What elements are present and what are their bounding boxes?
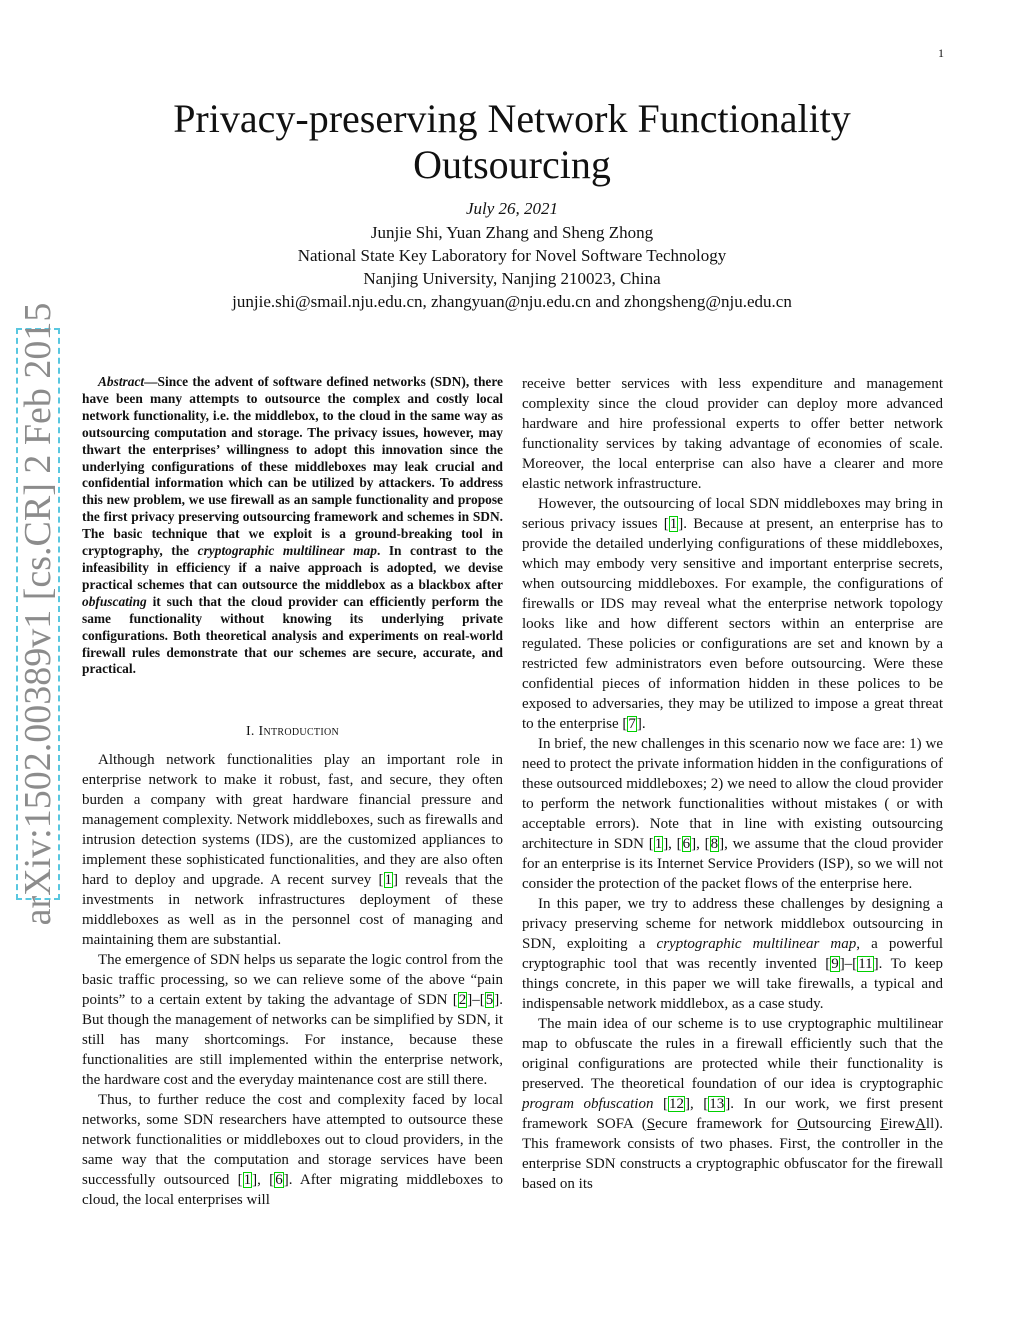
intro-paragraph-1: Although network functionalities play an important role in enterprise network to make it robust, fast, and secure, they often burden a company with great hardware financial pressure and management complexity. Network middleboxes, such as firewalls and intrusion detection systems (IDS), are the customized appliances to implement these sophisticated functionalities, and they are also often hard to deploy and upgrade. A recent survey [1] reveals that the investments in network infrastructures deployment of these middleboxes as well as in the personnel cost of managing and maintaining them are substantial.	[82, 752, 503, 949]
citation-link[interactable]: 2	[458, 992, 467, 1009]
citation-link[interactable]: 9	[831, 956, 839, 972]
address: Nanjing University, Nanjing 210023, China	[363, 269, 661, 288]
citation-link[interactable]: 1	[669, 516, 678, 532]
citation-link[interactable]: 13	[709, 1096, 725, 1112]
citation-link[interactable]: 5	[485, 992, 494, 1009]
citation-link[interactable]: 12	[668, 1096, 684, 1112]
intro-paragraph-3: Thus, to further reduce the cost and complexity faced by local networks, some SDN researchers have attempted to outsource these network functionalities or middleboxes out to cloud providers, in the same way that the computation and storage services have been successfully outsourced [1], [6]. After migrating middleboxes to cloud, the local enterprises will	[82, 1092, 503, 1209]
citation-link[interactable]: 6	[682, 836, 691, 852]
abstract: Abstract—Since the advent of software defined networks (SDN), there have been many attempts to outsource the complex and costly local network functionality, i.e. the middlebox, to the cloud in the same way as outsourcing computation and storage. The privacy issues, however, may thwart the enterprises’ willingness to adopt this innovation since the underlying configurations of these middleboxes may leak crucial and confidential information which can be utilized by attackers. To address this new problem, we use firewall as an sample functionality and propose the first privacy preserving outsourcing framework and schemes in SDN. The basic technique that we exploit is a ground-breaking tool in cryptography, the cryptographic multilinear map. In contrast to the infeasibility in efficiency if a naive approach is adopted, we devise practical schemes that can outsource the middlebox as a blackbox after obfuscating it such that the cloud provider can efficiently perform the same functionality without knowing its underlying private configurations. Both theoretical analysis and experiments on real-world firewall rules demonstrate that our schemes are secure, accurate, and practical.	[82, 374, 503, 677]
intro-paragraph-3-continued: receive better services with less expenditure and management complexity since the cloud provider can deploy more advanced hardware and hire professional experts to offer better network functionality services by taking advantage of economies of scale. Moreover, the local enterprise can also have a clearer and more elastic network infrastructure.	[522, 376, 943, 492]
citation-link[interactable]: 7	[628, 716, 636, 732]
paper-header	[100, 197, 924, 313]
citation-link[interactable]: 1	[384, 872, 393, 889]
intro-paragraph-7: The main idea of our scheme is to use cryptographic multilinear map to obfuscate the rules in a firewall efficiently such that the original configurations are protected while their functionality is preserved. The theoretical foundation of our idea is cryptographic program obfuscation [12], [13]. In our work, we first present framework SOFA (Secure framework for Outsourcing FirewAll). This framework consists of two phases. First, the controller in the enterprise SDN constructs a cryptographic obfuscator for the firewall based on its	[522, 1016, 943, 1192]
citation-link[interactable]: 1	[243, 1172, 252, 1189]
arxiv-sidebar-stamp	[16, 302, 60, 926]
authors: Junjie Shi, Yuan Zhang and Sheng Zhong	[370, 223, 654, 242]
emails: junjie.shi@smail.nju.edu.cn, zhangyuan@nju.edu.cn and zhongsheng@nju.edu.cn	[232, 292, 792, 311]
citation-link[interactable]: 8	[710, 836, 719, 852]
arxiv-identifier: arXiv:1502.00389v1 [cs.CR] 2 Feb 2015	[17, 302, 59, 926]
intro-paragraph-5: In brief, the new challenges in this scenario now we face are: 1) we need to protect the private information hidden in the configurations of these outsourced middleboxes; 2) we need to allow the cloud provider to perform the network functionalities without mistakes ( or with acceptable errors). Note that in line with existing outsourcing architecture in SDN [1], [6], [8], we assume that the cloud provider for an enterprise is its Internet Service Providers (ISP), so we will not consider the protection of the packet flows of the enterprise here.	[522, 736, 943, 892]
affiliation: National State Key Laboratory for Novel Software Technology	[297, 246, 727, 265]
intro-paragraph-6: In this paper, we try to address these challenges by designing a privacy preserving scheme for network middlebox outsourcing in SDN, exploiting a cryptographic multilinear map, a powerful cryptographic tool that was recently invented [9]–[11]. To keep things concrete, in this paper we will take firewalls, a typical and indispensable network middlebox, as a case study.	[522, 896, 943, 1012]
intro-paragraph-2: The emergence of SDN helps us separate the logic control from the basic traffic processing, so we can relieve some of the above “pain points” to a certain extent by taking the advantage of SDN [2]–[5]. But though the management of networks can be simplified by SDN, it still has many shortcomings. For instance, because these functionalities are still implemented within the enterprise network, the hardware cost and the everyday maintenance cost are still there.	[82, 952, 503, 1089]
section-heading-introduction: I. Introduction	[245, 724, 340, 740]
citation-link[interactable]: 11	[858, 956, 873, 972]
paper-title: Privacy-preserving Network Functionality Outsourcing	[173, 96, 851, 187]
left-column	[82, 374, 503, 1210]
abstract-label: Abstract	[98, 374, 145, 389]
paper-date: July 26, 2021	[465, 199, 559, 218]
page-number: 1	[938, 46, 944, 60]
intro-paragraph-4: However, the outsourcing of local SDN middleboxes may bring in serious privacy issues [1]. Because at present, an enterprise has to provide the detailed underlying configurations of these middleboxes, which may embody very sensitive and important enterprise secrets, when outsourcing middleboxes. For example, the configurations of firewalls or IDS may reveal what the enterprise network topology looks like and how different sectors within an enterprise are regulated. These policies or configurations are set and known by a restricted few administrators even before outsourcing. Were these confidential pieces of information hidden in these polices to be exposed to adversaries, they may be utilized to impose a great threat to the enterprise [7].	[522, 496, 943, 732]
right-column	[522, 374, 943, 1194]
citation-link[interactable]: 6	[275, 1172, 283, 1189]
citation-link[interactable]: 1	[654, 836, 663, 852]
